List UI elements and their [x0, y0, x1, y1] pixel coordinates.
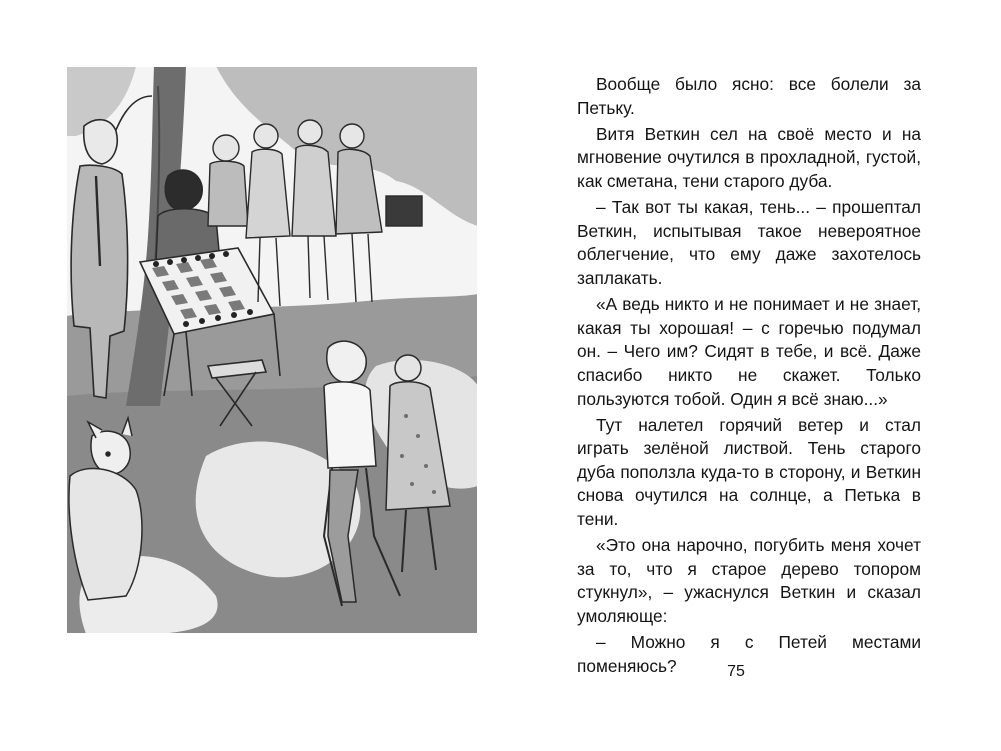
paragraph: Витя Веткин сел на своё место и на мгновение очутился в прохладной, густой, как сметана, тени старого дуба. — [577, 123, 921, 191]
paragraph: «Это она нарочно, погубить меня хочет за то, что я старое дерево топором стукнул», – ужаснулся Веткин и сказал умоляюще: — [577, 535, 921, 627]
paragraph: – Можно я с Петей местами поменяюсь? — [577, 632, 921, 676]
paragraph: «А ведь никто и не понимает и не знает, какая ты хорошая! – с горечью подумал он. – Чего им? Сидят в тебе, и всё. Даже спасибо никто не скажет. Только пользуются тобой. Один я всё знаю...» — [577, 294, 921, 409]
chess-in-park-illustration — [66, 66, 478, 634]
page-number: 75 — [727, 663, 745, 680]
paragraph: Вообще было ясно: все болели за Петьку. — [577, 74, 921, 118]
paragraph: Тут налетел горячий ветер и стал играть зелёной листвой. Тень старого дуба поползла куда-то в сторону, и Веткин снова очутился на солнце, а Петька в тени. — [577, 414, 921, 530]
story-text — [577, 73, 921, 681]
paragraph: – Так вот ты какая, тень... – прошептал Веткин, испытывая такое невероятное облегчение, что ему даже захотелось заплакать. — [577, 197, 921, 288]
